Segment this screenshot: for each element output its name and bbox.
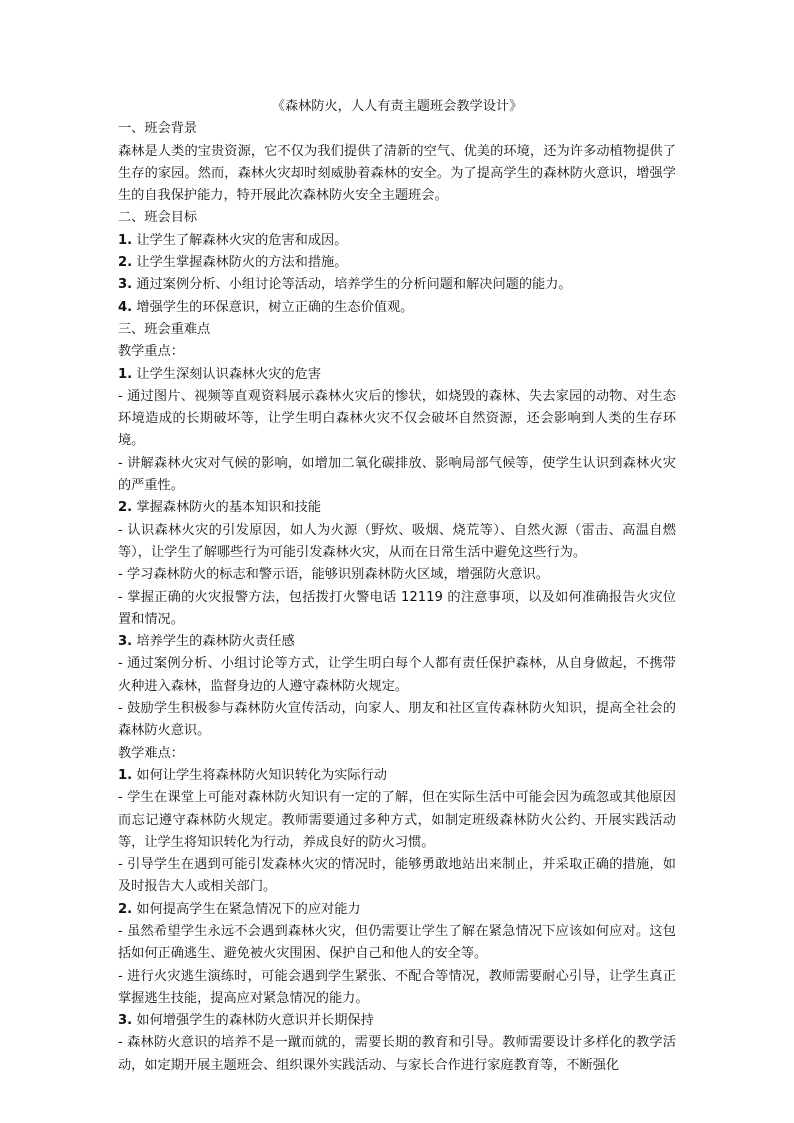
key-point-detail: - 掌握正确的火灾报警方法，包括拨打火警电话 12119 的注意事项，以及如何准确报告火灾位置和情况。 — [118, 589, 676, 627]
goal-number: 1. — [118, 232, 133, 248]
difficulty-number: 3. — [118, 1013, 133, 1029]
key-point-detail: - 学习森林防火的标志和警示语，能够识别森林防火区域，增强防火意识。 — [118, 567, 549, 583]
section-heading-background: 一、班会背景 — [118, 121, 198, 137]
difficulty-detail: - 进行火灾逃生演练时，可能会遇到学生紧张、不配合等情况，教师需要耐心引导，让学生真正掌握逃生技能，提高应对紧急情况的能力。 — [118, 968, 676, 1006]
difficulty-title — [118, 1010, 676, 1032]
goal-number: 3. — [118, 277, 133, 293]
difficulty-text: 如何让学生将森林防火知识转化为实际行动 — [132, 767, 387, 783]
goal-text: 增强学生的环保意识，树立正确的生态价值观。 — [132, 299, 414, 315]
key-point-detail: - 认识森林火灾的引发原因，如人为火源（野炊、吸烟、烧荒等）、自然火源（雷击、高温自燃等），让学生了解哪些行为可能引发森林火灾，从而在日常生活中避免这些行为。 — [118, 522, 676, 560]
difficulty-detail: - 引导学生在遇到可能引发森林火灾的情况时，能够勇敢地站出来制止，并采取正确的措施，如及时报告大人或相关部门。 — [118, 857, 676, 895]
goal-text: 通过案例分析、小组讨论等活动，培养学生的分析问题和解决问题的能力。 — [132, 277, 572, 293]
key-point-number: 2. — [118, 500, 133, 516]
difficulty-title — [118, 899, 676, 921]
key-point-text: 掌握森林防火的基本知识和技能 — [132, 500, 322, 516]
section-heading-goals: 二、班会目标 — [118, 210, 198, 226]
goal-item — [118, 252, 676, 274]
background-paragraph: 森林是人类的宝贵资源，它不仅为我们提供了清新的空气、优美的环境，还为许多动植物提供了生存的家园。然而，森林火灾却时刻威胁着森林的安全。为了提高学生的森林防火意识，增强学生的自我保护能力，特开展此次森林防火安全主题班会。 — [118, 143, 676, 204]
difficulty-text: 如何增强学生的森林防火意识并长期保持 — [132, 1013, 374, 1029]
difficulty-detail: - 虽然希望学生永远不会遇到森林火灾，但仍需要让学生了解在紧急情况下应该如何应对。这包括如何正确逃生、避免被火灾围困、保护自己和他人的安全等。 — [118, 923, 676, 962]
goal-text: 让学生掌握森林防火的方法和措施。 — [132, 255, 348, 271]
key-point-number: 1. — [118, 366, 133, 382]
key-point-number: 3. — [118, 634, 133, 650]
document-page — [118, 96, 676, 1077]
difficulty-detail: - 学生在课堂上可能对森林防火知识有一定的了解，但在实际生活中可能会因为疏忽或其他原因而忘记遵守森林防火规定。教师需要通过多种方式，如制定班级森林防火公约、开展实践活动等，让学生将知识转化为行动，养成良好的防火习惯。 — [118, 790, 676, 850]
goal-item — [118, 297, 676, 319]
key-point-title — [118, 631, 676, 653]
goal-text: 让学生了解森林火灾的危害和成因。 — [132, 232, 348, 248]
goal-number: 4. — [118, 299, 133, 315]
key-point-detail: - 通过图片、视频等直观资料展示森林火灾后的惨状，如烧毁的森林、失去家园的动物、对生态环境造成的长期破坏等，让学生明白森林火灾不仅会破坏自然资源，还会影响到人类的生存环境。 — [118, 388, 676, 449]
key-point-detail: - 鼓励学生积极参与森林防火宣传活动，向家人、朋友和社区宣传森林防火知识，提高全社会的森林防火意识。 — [118, 701, 676, 739]
difficulty-number: 2. — [118, 901, 133, 917]
difficulty-title — [118, 765, 676, 787]
key-point-text: 让学生深刻认识森林火灾的危害 — [132, 366, 322, 382]
difficulty-number: 1. — [118, 767, 133, 783]
difficulty-text: 如何提高学生在紧急情况下的应对能力 — [132, 901, 361, 917]
goal-item — [118, 274, 676, 296]
key-point-title — [118, 364, 676, 386]
goal-item — [118, 230, 676, 252]
key-point-title — [118, 497, 676, 519]
difficulty-detail: - 森林防火意识的培养不是一蹴而就的，需要长期的教育和引导。教师需要设计多样化的教学活动，如定期开展主题班会、组织课外实践活动、与家长合作进行家庭教育等，不断强化 — [118, 1035, 676, 1073]
key-point-text: 培养学生的森林防火责任感 — [132, 634, 295, 650]
key-point-detail: - 讲解森林火灾对气候的影响，如增加二氧化碳排放、影响局部气候等，使学生认识到森林火灾的严重性。 — [118, 455, 676, 494]
difficulties-label: 教学难点： — [118, 745, 184, 761]
goal-number: 2. — [118, 255, 133, 271]
key-points-label: 教学重点： — [118, 344, 184, 360]
section-heading-key-difficulties: 三、班会重难点 — [118, 321, 211, 337]
document-title: 《森林防火，人人有责主题班会教学设计》 — [271, 99, 523, 114]
key-point-detail: - 通过案例分析、小组讨论等方式，让学生明白每个人都有责任保护森林，从自身做起，不携带火种进入森林，监督身边的人遵守森林防火规定。 — [118, 656, 676, 694]
